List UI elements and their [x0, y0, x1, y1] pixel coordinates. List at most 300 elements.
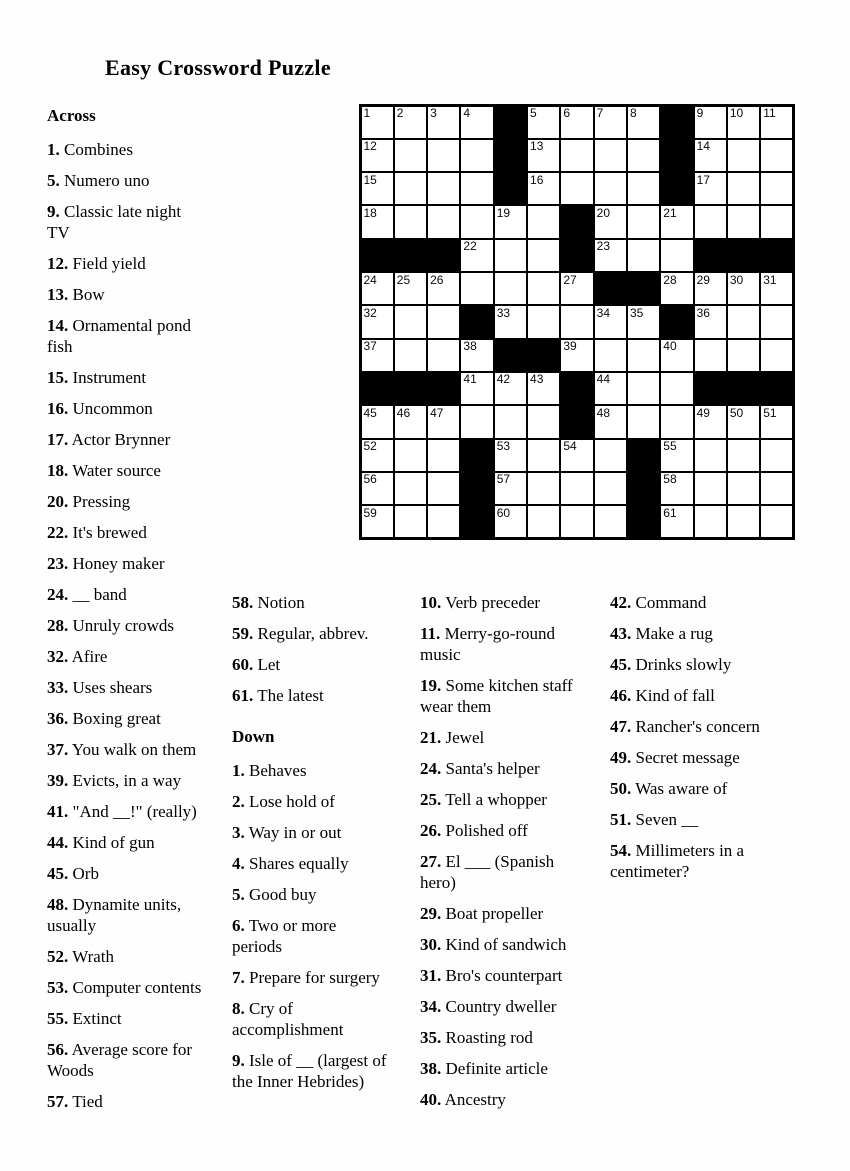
grid-cell-4-4[interactable]	[461, 206, 492, 237]
clue-number: 42.	[610, 593, 632, 612]
clue-number: 44.	[47, 833, 69, 852]
cell-number: 34	[596, 305, 610, 320]
clue-across-58	[232, 592, 387, 613]
grid-cell-8-7[interactable]	[561, 340, 592, 371]
cell-number: 33	[496, 305, 511, 320]
grid-cell-1-12[interactable]	[728, 107, 759, 138]
cell-number: 10	[729, 106, 744, 120]
grid-cell-8-9[interactable]	[628, 340, 659, 371]
clue-across-23	[47, 553, 204, 574]
across-header: Across	[47, 106, 96, 125]
grid-cell-10-10[interactable]	[661, 406, 692, 437]
clue-text: Millimeters in a centimeter?	[610, 841, 745, 881]
clue-across-13	[47, 284, 204, 305]
grid-cell-6-6[interactable]	[528, 273, 559, 304]
clue-number: 48.	[47, 895, 69, 914]
clue-number: 57.	[47, 1092, 69, 1111]
clue-across-9	[47, 201, 204, 243]
grid-cell-2-13[interactable]	[761, 140, 792, 171]
grid-cell-4-13[interactable]	[761, 206, 792, 237]
clue-text: Orb	[72, 864, 99, 883]
clue-across-1	[47, 139, 204, 160]
clue-number: 50.	[610, 779, 632, 798]
grid-cell-4-11[interactable]	[695, 206, 726, 237]
cell-number: 54	[563, 439, 577, 454]
grid-cell-11-1[interactable]	[362, 440, 393, 471]
clue-number: 4.	[232, 854, 245, 873]
grid-cell-7-6[interactable]	[528, 306, 559, 337]
grid-cell-3-13[interactable]	[761, 173, 792, 204]
clue-down-50	[610, 778, 770, 799]
grid-cell-3-3[interactable]	[428, 173, 459, 204]
grid-cell-8-3[interactable]	[428, 340, 459, 371]
grid-cell-7-3[interactable]	[428, 306, 459, 337]
grid-cell-5-9[interactable]	[628, 240, 659, 271]
clue-across-61	[232, 685, 387, 706]
grid-cell-10-13[interactable]	[761, 406, 792, 437]
clue-number: 45.	[47, 864, 69, 883]
grid-cell-2-9[interactable]	[628, 140, 659, 171]
grid-cell-11-2[interactable]	[395, 440, 426, 471]
grid-cell-8-13[interactable]	[761, 340, 792, 371]
clue-across-28	[47, 615, 204, 636]
clue-number: 31.	[420, 966, 442, 985]
crossword-grid	[359, 104, 795, 540]
grid-cell-9-9[interactable]	[628, 373, 659, 404]
grid-cell-3-8[interactable]	[595, 173, 626, 204]
clue-number: 56.	[47, 1040, 69, 1059]
grid-cell-7-2[interactable]	[395, 306, 426, 337]
clue-number: 32.	[47, 647, 69, 666]
clue-text: Rancher's concern	[635, 717, 760, 736]
black-cell-9-1	[362, 373, 393, 404]
black-cell-1-5	[495, 107, 526, 138]
clue-text: Actor Brynner	[71, 430, 171, 449]
grid-cell-9-4[interactable]	[461, 373, 492, 404]
grid-cell-1-7[interactable]	[561, 107, 592, 138]
grid-cell-2-7[interactable]	[561, 140, 592, 171]
grid-cell-10-4[interactable]	[461, 406, 492, 437]
clue-text: Pressing	[72, 492, 131, 511]
clue-text: Verb preceder	[445, 593, 541, 612]
black-cell-5-11	[695, 240, 726, 271]
grid-cell-11-11[interactable]	[695, 440, 726, 471]
grid-cell-2-6[interactable]	[528, 140, 559, 171]
clue-number: 47.	[610, 717, 632, 736]
clue-number: 15.	[47, 368, 69, 387]
clue-down-54	[610, 840, 770, 882]
clue-number: 17.	[47, 430, 69, 449]
grid-cell-11-3[interactable]	[428, 440, 459, 471]
grid-cell-11-5[interactable]	[495, 440, 526, 471]
clue-text: Evicts, in a way	[72, 771, 182, 790]
clue-text: Computer contents	[72, 978, 202, 997]
grid-cell-10-3[interactable]	[428, 406, 459, 437]
grid-cell-7-1[interactable]	[362, 306, 393, 337]
grid-cell-10-2[interactable]	[395, 406, 426, 437]
grid-cell-8-11[interactable]	[695, 340, 726, 371]
grid-cell-7-12[interactable]	[728, 306, 759, 337]
grid-cell-4-1[interactable]	[362, 206, 393, 237]
cell-number: 1	[363, 106, 371, 120]
grid-cell-13-6[interactable]	[528, 506, 559, 537]
clue-text: Make a rug	[635, 624, 713, 643]
black-cell-5-13	[761, 240, 792, 271]
black-cell-3-5	[495, 173, 526, 204]
black-cell-9-3	[428, 373, 459, 404]
clue-across-5	[47, 170, 204, 191]
clue-across-22	[47, 522, 204, 543]
grid-cell-1-2[interactable]	[395, 107, 426, 138]
cell-number: 21	[663, 205, 677, 220]
clue-text: Country dweller	[445, 997, 557, 1016]
clue-text: Kind of fall	[635, 686, 715, 705]
cell-number: 22	[463, 239, 477, 254]
grid-cell-13-7[interactable]	[561, 506, 592, 537]
grid-cell-6-7[interactable]	[561, 273, 592, 304]
grid-cell-4-12[interactable]	[728, 206, 759, 237]
clue-across-18	[47, 460, 204, 481]
grid-cell-4-9[interactable]	[628, 206, 659, 237]
grid-cell-5-6[interactable]	[528, 240, 559, 271]
grid-cell-5-10[interactable]	[661, 240, 692, 271]
grid-cell-7-11[interactable]	[695, 306, 726, 337]
grid-cell-4-3[interactable]	[428, 206, 459, 237]
grid-cell-11-8[interactable]	[595, 440, 626, 471]
clue-number: 54.	[610, 841, 632, 860]
clue-number: 11.	[420, 624, 441, 643]
black-cell-7-10	[661, 306, 692, 337]
clue-down-6	[232, 915, 387, 957]
clue-down-49	[610, 747, 770, 768]
cell-number: 59	[363, 505, 377, 520]
cell-number: 52	[363, 439, 377, 454]
black-cell-11-4	[461, 440, 492, 471]
clue-across-57	[47, 1091, 204, 1112]
clue-number: 14.	[47, 316, 69, 335]
clue-text: Behaves	[249, 761, 307, 780]
clue-down-29	[420, 903, 577, 924]
grid-cell-7-8[interactable]	[595, 306, 626, 337]
grid-cell-1-8[interactable]	[595, 107, 626, 138]
grid-cell-8-2[interactable]	[395, 340, 426, 371]
grid-cell-3-4[interactable]	[461, 173, 492, 204]
grid-cell-1-6[interactable]	[528, 107, 559, 138]
grid-cell-7-5[interactable]	[495, 306, 526, 337]
cell-number: 24	[363, 272, 377, 287]
cell-number: 49	[696, 405, 710, 420]
clue-down-26	[420, 820, 577, 841]
clue-text: It's brewed	[72, 523, 147, 542]
clue-text: Definite article	[445, 1059, 548, 1078]
grid-cell-12-6[interactable]	[528, 473, 559, 504]
grid-cell-4-8[interactable]	[595, 206, 626, 237]
clue-number: 52.	[47, 947, 69, 966]
grid-cell-10-8[interactable]	[595, 406, 626, 437]
clue-text: Lose hold of	[249, 792, 335, 811]
grid-cell-9-10[interactable]	[661, 373, 692, 404]
black-cell-9-7	[561, 373, 592, 404]
grid-cell-7-9[interactable]	[628, 306, 659, 337]
clue-down-4	[232, 853, 387, 874]
grid-cell-7-7[interactable]	[561, 306, 592, 337]
cell-number: 56	[363, 472, 377, 487]
grid-cell-9-5[interactable]	[495, 373, 526, 404]
cell-number: 42	[496, 372, 511, 387]
cell-number: 50	[729, 405, 744, 420]
clue-text: Bro's counterpart	[445, 966, 563, 985]
grid-cell-1-13[interactable]	[761, 107, 792, 138]
grid-cell-10-11[interactable]	[695, 406, 726, 437]
grid-cell-4-5[interactable]	[495, 206, 526, 237]
clue-text: Santa's helper	[445, 759, 540, 778]
cell-number: 46	[396, 405, 411, 420]
clue-text: Tell a whopper	[445, 790, 547, 809]
grid-cell-2-12[interactable]	[728, 140, 759, 171]
grid-cell-4-10[interactable]	[661, 206, 692, 237]
grid-cell-2-8[interactable]	[595, 140, 626, 171]
clue-number: 20.	[47, 492, 69, 511]
grid-cell-10-5[interactable]	[495, 406, 526, 437]
clue-number: 35.	[420, 1028, 442, 1047]
grid-cell-10-1[interactable]	[362, 406, 393, 437]
grid-cell-3-2[interactable]	[395, 173, 426, 204]
cell-number: 39	[563, 339, 577, 354]
grid-cell-12-8[interactable]	[595, 473, 626, 504]
grid-cell-2-11[interactable]	[695, 140, 726, 171]
black-cell-2-10	[661, 140, 692, 171]
clue-number: 41.	[47, 802, 69, 821]
grid-cell-1-11[interactable]	[695, 107, 726, 138]
cell-number: 15	[363, 172, 377, 187]
grid-cell-6-1[interactable]	[362, 273, 393, 304]
clue-across-53	[47, 977, 204, 998]
clue-number: 1.	[232, 761, 245, 780]
grid-cell-8-1[interactable]	[362, 340, 393, 371]
grid-cell-13-11[interactable]	[695, 506, 726, 537]
clue-number: 39.	[47, 771, 69, 790]
grid-cell-13-2[interactable]	[395, 506, 426, 537]
clue-across-48	[47, 894, 204, 936]
cell-number: 3	[430, 106, 437, 120]
clue-number: 24.	[420, 759, 442, 778]
grid-cell-12-1[interactable]	[362, 473, 393, 504]
black-cell-13-4	[461, 506, 492, 537]
clue-across-16	[47, 398, 204, 419]
clue-text: Boxing great	[72, 709, 161, 728]
grid-cell-8-12[interactable]	[728, 340, 759, 371]
grid-cell-6-5[interactable]	[495, 273, 526, 304]
cell-number: 12	[363, 139, 377, 154]
clue-number: 13.	[47, 285, 69, 304]
cell-number: 31	[763, 272, 777, 287]
cell-number: 58	[663, 472, 677, 487]
grid-cell-10-12[interactable]	[728, 406, 759, 437]
cell-number: 60	[496, 505, 511, 520]
grid-cell-2-2[interactable]	[395, 140, 426, 171]
grid-cell-1-9[interactable]	[628, 107, 659, 138]
clue-column-3	[420, 592, 577, 1120]
grid-cell-3-7[interactable]	[561, 173, 592, 204]
grid-cell-13-13[interactable]	[761, 506, 792, 537]
clue-across-60	[232, 654, 387, 675]
grid-cell-9-8[interactable]	[595, 373, 626, 404]
grid-cell-11-6[interactable]	[528, 440, 559, 471]
grid-cell-13-8[interactable]	[595, 506, 626, 537]
clue-down-1	[232, 760, 387, 781]
grid-cell-12-11[interactable]	[695, 473, 726, 504]
grid-cell-6-4[interactable]	[461, 273, 492, 304]
cell-number: 61	[663, 505, 677, 520]
grid-cell-5-4[interactable]	[461, 240, 492, 271]
black-cell-13-9	[628, 506, 659, 537]
clue-number: 30.	[420, 935, 442, 954]
grid-cell-10-9[interactable]	[628, 406, 659, 437]
clue-number: 2.	[232, 792, 245, 811]
grid-cell-13-1[interactable]	[362, 506, 393, 537]
cell-number: 55	[663, 439, 677, 454]
grid-cell-11-7[interactable]	[561, 440, 592, 471]
page-title: Easy Crossword Puzzle	[105, 55, 331, 80]
clue-text: Merry-go-round music	[420, 624, 556, 664]
clue-across-41	[47, 801, 204, 822]
grid-cell-12-13[interactable]	[761, 473, 792, 504]
clue-number: 28.	[47, 616, 69, 635]
cell-number: 29	[696, 272, 710, 287]
cell-number: 35	[629, 305, 644, 320]
black-cell-9-13	[761, 373, 792, 404]
clue-text: Afire	[71, 647, 108, 666]
grid-cell-3-1[interactable]	[362, 173, 393, 204]
grid-cell-13-3[interactable]	[428, 506, 459, 537]
black-cell-2-5	[495, 140, 526, 171]
clue-across-17	[47, 429, 204, 450]
grid-cell-6-11[interactable]	[695, 273, 726, 304]
black-cell-1-10	[661, 107, 692, 138]
clue-text: Unruly crowds	[72, 616, 175, 635]
grid-cell-6-2[interactable]	[395, 273, 426, 304]
clue-number: 16.	[47, 399, 69, 418]
grid-cell-10-6[interactable]	[528, 406, 559, 437]
cell-number: 43	[530, 372, 544, 387]
clue-number: 25.	[420, 790, 442, 809]
grid-cell-6-10[interactable]	[661, 273, 692, 304]
grid-cell-4-6[interactable]	[528, 206, 559, 237]
cell-number: 53	[496, 439, 511, 454]
grid-cell-1-1[interactable]	[362, 107, 393, 138]
clue-text: Let	[257, 655, 281, 674]
black-cell-4-7	[561, 206, 592, 237]
grid-cell-3-12[interactable]	[728, 173, 759, 204]
clue-down-40	[420, 1089, 577, 1110]
grid-cell-3-11[interactable]	[695, 173, 726, 204]
grid-cell-3-6[interactable]	[528, 173, 559, 204]
cell-number: 30	[729, 272, 744, 287]
clue-across-52	[47, 946, 204, 967]
grid-cell-11-12[interactable]	[728, 440, 759, 471]
cell-number: 20	[596, 205, 610, 220]
clue-number: 22.	[47, 523, 69, 542]
clue-text: Roasting rod	[445, 1028, 533, 1047]
grid-cell-2-4[interactable]	[461, 140, 492, 171]
grid-cell-13-10[interactable]	[661, 506, 692, 537]
grid-cell-13-12[interactable]	[728, 506, 759, 537]
grid-cell-12-7[interactable]	[561, 473, 592, 504]
clue-down-47	[610, 716, 770, 737]
clue-text: Good buy	[249, 885, 317, 904]
clue-down-31	[420, 965, 577, 986]
clue-across-36	[47, 708, 204, 729]
grid-cell-5-8[interactable]	[595, 240, 626, 271]
clue-down-46	[610, 685, 770, 706]
grid-cell-12-12[interactable]	[728, 473, 759, 504]
clue-across-56	[47, 1039, 204, 1081]
clue-down-38	[420, 1058, 577, 1079]
clue-number: 46.	[610, 686, 632, 705]
grid-cell-7-13[interactable]	[761, 306, 792, 337]
clue-across-55	[47, 1008, 204, 1029]
clue-down-25	[420, 789, 577, 810]
grid-cell-13-5[interactable]	[495, 506, 526, 537]
grid-cell-8-8[interactable]	[595, 340, 626, 371]
clue-text: Uncommon	[72, 399, 153, 418]
grid-cell-11-13[interactable]	[761, 440, 792, 471]
clue-down-10	[420, 592, 577, 613]
clue-text: Ornamental pond fish	[47, 316, 191, 356]
grid-cell-8-10[interactable]	[661, 340, 692, 371]
clue-text: __ band	[72, 585, 127, 604]
clue-text: Boat propeller	[445, 904, 544, 923]
grid-cell-9-6[interactable]	[528, 373, 559, 404]
grid-cell-6-12[interactable]	[728, 273, 759, 304]
grid-cell-6-13[interactable]	[761, 273, 792, 304]
grid-cell-1-3[interactable]	[428, 107, 459, 138]
cell-number: 47	[430, 405, 444, 420]
clue-text: Polished off	[445, 821, 528, 840]
clue-text: Average score for Woods	[47, 1040, 193, 1080]
grid-cell-8-4[interactable]	[461, 340, 492, 371]
clue-number: 51.	[610, 810, 632, 829]
clue-down-30	[420, 934, 577, 955]
clue-text: Extinct	[72, 1009, 122, 1028]
grid-cell-11-10[interactable]	[661, 440, 692, 471]
clue-down-51	[610, 809, 770, 830]
grid-cell-12-2[interactable]	[395, 473, 426, 504]
grid-cell-1-4[interactable]	[461, 107, 492, 138]
cell-number: 41	[463, 372, 477, 387]
grid-cell-2-1[interactable]	[362, 140, 393, 171]
grid-cell-12-5[interactable]	[495, 473, 526, 504]
grid-cell-12-10[interactable]	[661, 473, 692, 504]
clue-number: 7.	[232, 968, 245, 987]
black-cell-5-12	[728, 240, 759, 271]
clue-number: 58.	[232, 593, 254, 612]
clue-number: 3.	[232, 823, 245, 842]
clue-number: 10.	[420, 593, 442, 612]
grid-cell-6-3[interactable]	[428, 273, 459, 304]
grid-cell-5-5[interactable]	[495, 240, 526, 271]
clue-down-11	[420, 623, 577, 665]
clue-number: 9.	[47, 202, 60, 221]
cell-number: 40	[663, 339, 677, 354]
grid-cell-4-2[interactable]	[395, 206, 426, 237]
cell-number: 13	[530, 139, 544, 154]
grid-cell-2-3[interactable]	[428, 140, 459, 171]
clue-number: 49.	[610, 748, 632, 767]
grid-cell-12-3[interactable]	[428, 473, 459, 504]
clue-number: 55.	[47, 1009, 69, 1028]
grid-cell-3-9[interactable]	[628, 173, 659, 204]
